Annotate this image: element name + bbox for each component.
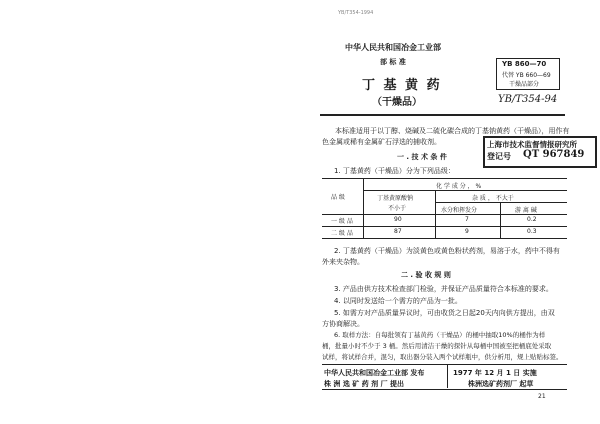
item-6-line-3: 试样，将试样合并，混匀，取出器分装入两个试样瓶中，供分析用，规上贴贴标签。 xyxy=(322,353,563,361)
col-active-subheader: 不小于 xyxy=(388,205,407,212)
col-active-header: 丁基黄原酸钠 xyxy=(377,195,414,202)
row-alkali: 0.2 xyxy=(527,216,537,223)
item-6-line-1: 6. 取样方法：自每批领有丁基黄药（干燥品）的桶中抽取10%的桶作为样 xyxy=(334,331,546,339)
document-title: 丁 基 黄 药 xyxy=(362,78,442,93)
stamp-institution: 上海市技术监督情报研究所 xyxy=(487,140,577,149)
intro-line-1: 本标准适用于以丁醇、烧碱及二硫化碳合成的丁基钠黄药（干燥品），用作有 xyxy=(335,127,570,135)
document-subtitle: （干燥品） xyxy=(372,97,422,108)
row-moisture: 7 xyxy=(465,216,469,223)
page-number: 21 xyxy=(538,393,546,400)
header-rule xyxy=(320,114,565,116)
ministry-name: 中华人民共和国冶金工业部 xyxy=(345,43,441,52)
col-moisture-header: 水分和挥发分 xyxy=(441,207,478,214)
part-note: 干燥品部分 xyxy=(509,81,540,88)
item-2-line-1: 2. 丁基黄药（干燥品）为淡黄色或黄色粉状药剂，易溶于水，药中不得有 xyxy=(334,247,560,255)
footer-drafter: 株洲选矿药剂厂 起草 xyxy=(468,380,534,388)
item-5-line-1: 5. 如需方对产品质量异议时，可由收货之日起20天内向供方提出，由双 xyxy=(334,309,555,317)
library-stamp xyxy=(483,136,597,168)
intro-line-2: 色金属或稀有金属矿石浮选的捕收剂。 xyxy=(322,138,441,146)
row-alkali: 0.3 xyxy=(527,228,537,235)
row-active: 87 xyxy=(394,228,402,235)
replaces-number: 代替 YB 660—69 xyxy=(502,72,551,79)
standard-number-box xyxy=(496,58,560,90)
row-grade: 二 级 品 xyxy=(331,230,353,237)
footer-issuer: 中华人民共和国冶金工业部 发布 xyxy=(324,369,425,377)
footer-rule xyxy=(322,364,567,365)
item-5-line-2: 方协商解决。 xyxy=(322,320,364,328)
footer-divider xyxy=(447,364,448,388)
item-2-line-2: 外来夹杂物。 xyxy=(322,258,364,266)
col-grade-header: 品 级 xyxy=(331,194,345,201)
standard-number: YB 860—70 xyxy=(502,60,547,68)
row-active: 90 xyxy=(394,216,402,223)
handwritten-code: YB/T354-94 xyxy=(498,94,558,105)
footer-bottom-rule xyxy=(322,389,567,390)
row-grade: 一 级 品 xyxy=(331,218,353,225)
col-impurity-header: 杂 质 ， 不大于 xyxy=(472,195,514,202)
section-1-heading: 一 . 技 术 条 件 xyxy=(397,153,447,161)
footer-proposer: 株 洲 选 矿 药 剂 厂 提出 xyxy=(324,380,405,388)
row-moisture: 9 xyxy=(465,228,469,235)
footer-issue-date: 1977 年 12 月 1 日 实施 xyxy=(453,369,537,377)
item-3: 3. 产品由供方技术检查部门检验，并保证产品质量符合本标准的要求。 xyxy=(334,285,553,293)
section-2-heading: 二 . 验 收 规 则 xyxy=(401,271,451,279)
standard-type: 部 标 准 xyxy=(380,58,406,66)
top-right-number: YB/T354-1994 xyxy=(338,10,374,16)
stamp-register-label: 登记号 xyxy=(487,152,511,161)
col-alkali-header: 游 离 碱 xyxy=(515,207,537,214)
col-composition-header: 化 学 成 分 ， % xyxy=(436,183,482,190)
item-1: 1. 丁基黄药（干燥品）分为下列品级： xyxy=(334,167,455,175)
item-4: 4. 以同时发送给一个需方的产品为一批。 xyxy=(334,297,462,305)
stamp-register-number: QT 967849 xyxy=(523,149,585,160)
item-6-line-2: 桶，批量小时不少于 3 桶。然后用清洁干燥的探针从每桶中国被至把桶底处采取 xyxy=(322,342,552,350)
